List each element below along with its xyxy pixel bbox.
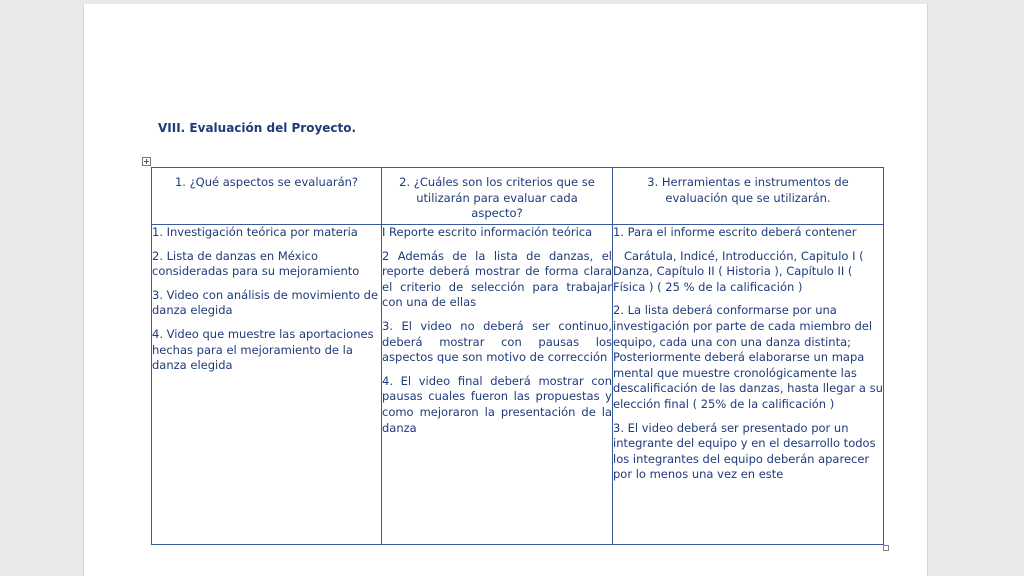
list-item: 1. Para el informe escrito deberá contener — [613, 225, 857, 239]
criteria-cell — [382, 225, 613, 545]
table-resize-handle-icon[interactable] — [883, 545, 889, 551]
list-item: 4. El video final deberá mostrar con pausas cuales fueron las propuestas y como mejoraron la presentación de la danza — [382, 373, 612, 435]
list-item: 3. Video con análisis de movimiento de danza elegida — [152, 287, 379, 318]
evaluation-table — [151, 167, 884, 545]
table-row — [152, 225, 884, 545]
header-cell-1: 1. ¿Qué aspectos se evaluarán? — [152, 168, 382, 225]
header-cell-3: 3. Herramientas e instrumentos de evaluación que se utilizarán. — [613, 168, 884, 225]
list-item: 3. El video no deberá ser continuo, deberá mostrar con pausas los aspectos que son motivo de corrección — [382, 318, 612, 365]
list-item: 2 Además de la lista de danzas, el reporte deberá mostrar de forma clara el criterio de selección para trabajar con una de ellas — [382, 248, 612, 310]
list-item: 2. Lista de danzas en México consideradas para su mejoramiento — [152, 248, 360, 279]
table-move-handle-icon[interactable] — [142, 157, 151, 166]
aspects-cell — [152, 225, 382, 545]
list-item: 2. La lista deberá conformarse por una investigación por parte de cada miembro del equipo, cada una con una danza distinta; Posteriormente deberá elaborarse un mapa mental que muestre cronológicamente las descalificación de las danzas, hasta llegar a su elección final ( 25% de la calificación ) — [613, 303, 883, 411]
header-cell-2: 2. ¿Cuáles son los criterios que se utilizarán para evaluar cada aspecto? — [382, 168, 613, 225]
table-header-row — [152, 168, 884, 225]
list-item: 4. Video que muestre las aportaciones hechas para el mejoramiento de la danza elegida — [152, 326, 374, 373]
tools-cell — [613, 225, 884, 545]
list-item: 3. El video deberá ser presentado por un integrante del equipo y en el desarrollo todos los integrantes del equipo deberán aparecer por lo menos una vez en este — [613, 420, 876, 482]
section-title: VIII. Evaluación del Proyecto. — [158, 121, 357, 135]
list-item: 1. Investigación teórica por materia — [152, 225, 358, 239]
list-item: I Reporte escrito información teórica — [382, 225, 593, 239]
list-item: Carátula, Indicé, Introducción, Capitulo I ( Danza, Capítulo II ( Historia ), Capítulo II ( Física ) ( 25 % de la calificación ) — [613, 248, 868, 294]
